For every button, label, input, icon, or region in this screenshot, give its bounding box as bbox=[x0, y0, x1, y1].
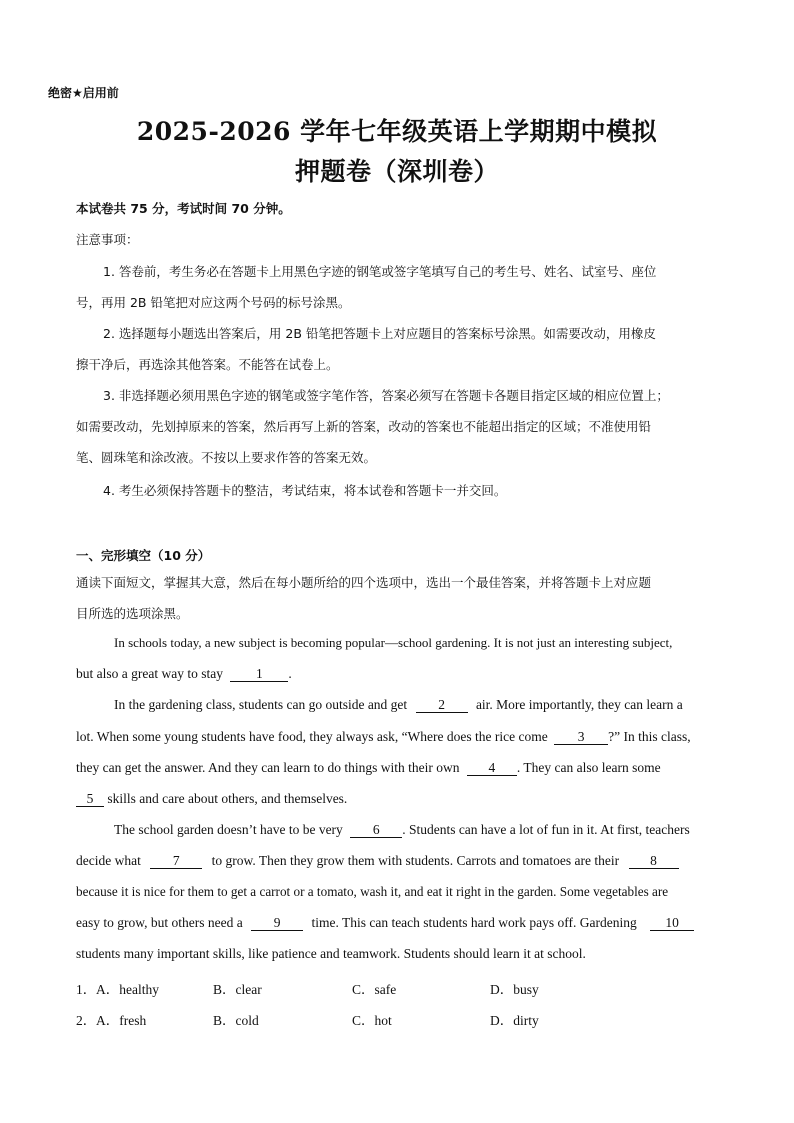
exam-title-line1: 2025-2026 学年七年级英语上学期期中模拟 bbox=[136, 117, 658, 146]
note-2-line-2: 擦干净后，再选涂其他答案。不能答在试卷上。 bbox=[76, 357, 339, 372]
passage-text: easy to grow, but others need a bbox=[76, 915, 243, 930]
passage-line bbox=[114, 822, 690, 838]
section-instruction-line-1: 通读下面短文，掌握其大意，然后在每小题所给的四个选项中，选出一个最佳答案，并将答题卡上对应题 bbox=[76, 575, 652, 590]
passage-text: . They can also learn some bbox=[516, 760, 661, 775]
blank-3: 3 bbox=[554, 730, 608, 745]
option-a: A．healthy bbox=[96, 982, 159, 997]
passage-line bbox=[76, 760, 661, 776]
option-a: A．fresh bbox=[96, 1013, 147, 1028]
passage-text: decide what bbox=[76, 853, 141, 868]
note-2-line-1: 2. 选择题每小题选出答案后，用 2B 铅笔把答题卡上对应题目的答案标号涂黑。如需要改动，用橡皮 bbox=[103, 326, 656, 341]
confidential-label: 绝密★启用前 bbox=[48, 86, 119, 100]
option-d: D．busy bbox=[490, 982, 539, 997]
exam-info: 本试卷共 75 分，考试时间 70 分钟。 bbox=[76, 201, 291, 216]
note-3-line-2: 如需要改动，先划掉原来的答案，然后再写上新的答案，改动的答案也不能超出指定的区域；不准使用铅 bbox=[76, 419, 652, 434]
note-3-line-1: 3. 非选择题必须用黑色字迹的钢笔或签字笔作答，答案必须写在答题卡各题目指定区域的相应位置上； bbox=[103, 388, 669, 403]
notes-heading: 注意事项： bbox=[76, 232, 139, 247]
option-b: B．cold bbox=[213, 1013, 259, 1028]
note-1-line-1: 1. 答卷前，考生务必在答题卡上用黑色字迹的钢笔或签字笔填写自己的考生号、姓名、试室号、座位 bbox=[103, 264, 657, 279]
note-4: 4. 考生必须保持答题卡的整洁，考试结束，将本试卷和答题卡一并交回。 bbox=[103, 483, 507, 498]
question-number: 1． bbox=[76, 982, 97, 997]
passage-text: In the gardening class, students can go outside and get bbox=[114, 697, 408, 712]
question-number: 2． bbox=[76, 1013, 97, 1028]
passage-text: skills and care about others, and themselves. bbox=[107, 791, 348, 806]
blank-5: 5 bbox=[76, 792, 104, 807]
passage-text: . Students can have a lot of fun in it. At first, teachers bbox=[402, 822, 690, 837]
passage-line: In schools today, a new subject is becoming popular—school gardening. It is not just an interesting subject, bbox=[114, 635, 673, 650]
passage-line bbox=[76, 791, 347, 807]
passage-text: they can get the answer. And they can learn to do things with their own bbox=[76, 760, 460, 775]
exam-title-line2: 押题卷（深圳卷） bbox=[294, 157, 499, 186]
blank-9: 9 bbox=[251, 916, 303, 931]
blank-1: 1 bbox=[230, 667, 288, 682]
option-c: C．safe bbox=[352, 982, 397, 997]
passage-line bbox=[114, 697, 683, 713]
blank-2: 2 bbox=[416, 698, 468, 713]
passage-line bbox=[76, 666, 292, 682]
blank-10: 10 bbox=[650, 916, 694, 931]
passage-text: but also a great way to stay bbox=[76, 666, 223, 681]
passage-text: to grow. Then they grow them with students. Carrots and tomatoes are their bbox=[211, 853, 620, 868]
passage-text: ?” In this class, bbox=[608, 729, 691, 744]
passage-line bbox=[76, 729, 691, 745]
passage-text: . bbox=[288, 666, 292, 681]
passage-text: The school garden doesn’t have to be very bbox=[114, 822, 343, 837]
note-3-line-3: 笔、圆珠笔和涂改液。不按以上要求作答的答案无效。 bbox=[76, 450, 377, 465]
option-d: D．dirty bbox=[490, 1013, 539, 1028]
blank-4: 4 bbox=[467, 761, 517, 776]
passage-text: time. This can teach students hard work pays off. Gardening bbox=[311, 915, 637, 930]
option-b: B．clear bbox=[213, 982, 262, 997]
blank-6: 6 bbox=[350, 823, 402, 838]
note-1-line-2: 号，再用 2B 铅笔把对应这两个号码的标号涂黑。 bbox=[76, 295, 351, 310]
section-instruction-line-2: 目所选的选项涂黑。 bbox=[76, 606, 189, 621]
passage-line bbox=[76, 915, 694, 931]
passage-line: students many important skills, like patience and teamwork. Students should learn it at school. bbox=[76, 946, 586, 961]
section-heading: 一、完形填空（10 分） bbox=[76, 548, 211, 563]
option-c: C．hot bbox=[352, 1013, 392, 1028]
passage-line bbox=[76, 853, 679, 869]
passage-text: air. More importantly, they can learn a bbox=[475, 697, 683, 712]
passage-line: because it is nice for them to get a carrot or a tomato, wash it, and eat it right in the garden. Some vegetables are bbox=[76, 884, 669, 899]
blank-8: 8 bbox=[629, 854, 679, 869]
passage-text: lot. When some young students have food, they always ask, “Where does the rice come bbox=[76, 729, 548, 744]
blank-7: 7 bbox=[150, 854, 202, 869]
